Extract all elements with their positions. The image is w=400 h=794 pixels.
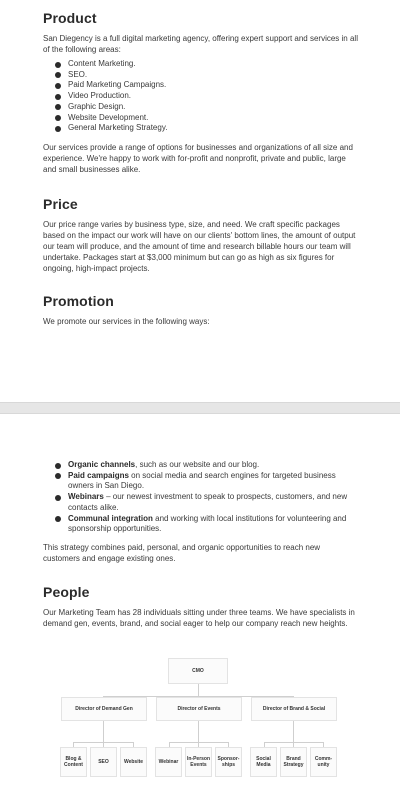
promotion-continued [43,460,359,564]
product-section [43,10,359,175]
people-heading: People [43,584,90,600]
org-node-team: SEO [90,747,117,777]
promotion-heading: Promotion [43,293,114,309]
bullet-icon [55,126,61,132]
bullet-icon [55,94,61,100]
promotion-list [43,460,359,535]
connector-line [198,684,199,696]
list-item: General Marketing Strategy. [43,123,359,134]
promotion-closing: This strategy combines paid, personal, and organic opportunities to reach new customers and engage existing ones. [43,542,321,563]
org-node-cmo: CMO [168,658,228,684]
list-item: Video Production. [43,91,359,102]
org-chart [57,654,339,782]
org-node-director: Director of Demand Gen [61,697,147,721]
product-list [43,59,359,134]
bullet-icon [55,83,61,89]
list-item: Website Development. [43,113,359,124]
promotion-intro: We promote our services in the following ways: [43,317,210,326]
org-node-team: Comm-unity [310,747,337,777]
list-item: Paid campaigns on social media and search engines for targeted business owners in San Diego. [43,471,359,492]
promotion-section [43,293,359,327]
people-body: Our Marketing Team has 28 individuals sitting under three teams. We have specialists in demand gen, events, brand, and social eager to help our company reach new heights. [43,608,355,628]
product-closing: Our services provide a range of options for businesses and organizations of all size and experience. We're happy to work with for-profit and nonprofit, private and public, large and small businesses alike. [43,142,353,174]
org-node-team: In-Person Events [185,747,212,777]
bullet-icon [55,115,61,121]
bullet-icon [55,62,61,68]
bullet-icon [55,495,61,501]
product-intro: San Diegency is a full digital marketing agency, offering expert support and services in all of the following areas: [43,34,358,54]
price-heading: Price [43,196,78,212]
list-item: Graphic Design. [43,102,359,113]
org-node-team: Sponsor-ships [215,747,242,777]
bullet-icon [55,72,61,78]
bullet-icon [55,473,61,479]
org-node-team: Webinar [155,747,182,777]
people-section [43,584,359,629]
list-item: Organic channels, such as our website and our blog. [43,460,359,471]
org-node-team: Brand Strategy [280,747,307,777]
connector-line [198,721,199,742]
product-heading: Product [43,10,97,26]
bullet-icon [55,516,61,522]
price-section [43,196,359,274]
connector-line [293,721,294,742]
org-node-team: Social Media [250,747,277,777]
connector-line [264,742,324,743]
connector-line [169,742,229,743]
connector-line [103,721,104,742]
list-item: Content Marketing. [43,59,359,70]
org-node-director: Director of Brand & Social [251,697,337,721]
price-body: Our price range varies by business type, size, and need. We craft specific packages based on the impact our work will have on our clients' bottom lines, the amount of output our team will produce, and the amount of time and research billable hours our team will undertake. Packages start at $3,000 minimum but can go as high as six figures for ongoing, high-impact projects. [43,220,356,273]
list-item: Webinars – our newest investment to speak to prospects, customers, and new contacts alike. [43,492,359,513]
org-node-team: Blog & Content [60,747,87,777]
bullet-icon [55,104,61,110]
bullet-icon [55,463,61,469]
page-break [0,402,400,414]
list-item: Communal integration and working with local institutions for volunteering and sponsorship opportunities. [43,514,359,535]
list-item: SEO. [43,70,359,81]
document-page-2 [0,414,400,794]
org-node-director: Director of Events [156,697,242,721]
org-node-team: Website [120,747,147,777]
list-item: Paid Marketing Campaigns. [43,80,359,91]
